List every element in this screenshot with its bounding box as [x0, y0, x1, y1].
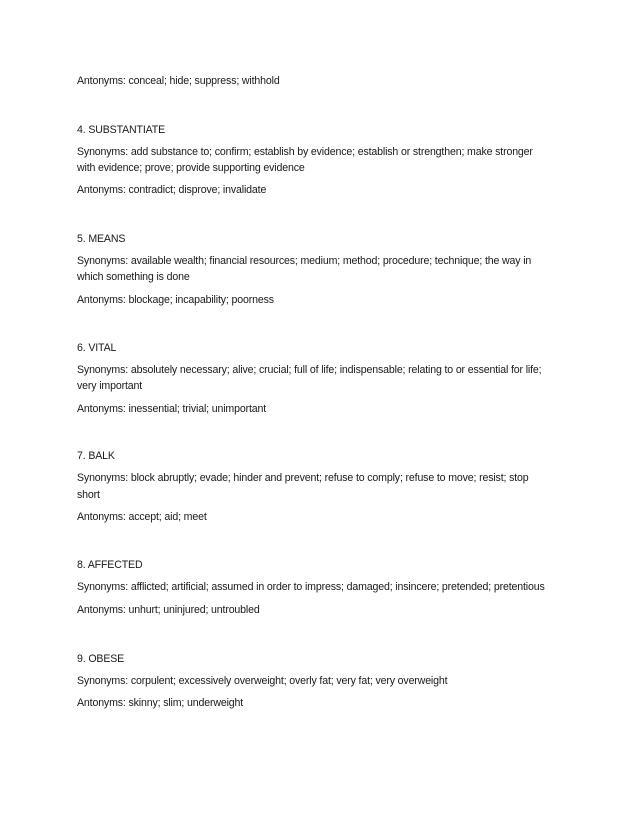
- entry-synonyms: Synonyms: absolutely necessary; alive; crucial; full of life; indispensable; relating to or essential for life;: [77, 364, 542, 376]
- entry-antonyms: Antonyms: blockage; incapability; poorness: [77, 294, 274, 306]
- entry-synonyms: Synonyms: add substance to; confirm; establish by evidence; establish or strengthen; make stronger: [77, 146, 533, 158]
- entry-synonyms: Synonyms: afflicted; artificial; assumed in order to impress; damaged; insincere; pretended; pretentious: [77, 581, 545, 593]
- entry-heading: 9. OBESE: [77, 653, 125, 665]
- entry-heading: 7. BALK: [77, 450, 115, 462]
- entry-antonyms: Antonyms: accept; aid; meet: [77, 511, 207, 523]
- entry-antonyms: Antonyms: skinny; slim; underweight: [77, 697, 244, 709]
- entry-synonyms: Synonyms: corpulent; excessively overweight; overly fat; very fat; very overweight: [77, 675, 448, 687]
- entry-heading: 5. MEANS: [77, 233, 126, 245]
- entry-heading: 6. VITAL: [77, 342, 117, 354]
- entry-synonyms: Synonyms: block abruptly; evade; hinder and prevent; refuse to comply; refuse to move; resist; stop: [77, 472, 529, 484]
- entry-synonyms-continued: very important: [77, 380, 143, 392]
- lead-antonyms: Antonyms: conceal; hide; suppress; withhold: [77, 75, 280, 87]
- entry-synonyms: Synonyms: available wealth; financial resources; medium; method; procedure; technique; the way in: [77, 255, 532, 267]
- entry-antonyms: Antonyms: unhurt; uninjured; untroubled: [77, 604, 260, 616]
- entry-heading: 4. SUBSTANTIATE: [77, 124, 166, 136]
- entry-heading: 8. AFFECTED: [77, 559, 143, 571]
- entry-antonyms: Antonyms: inessential; trivial; unimportant: [77, 403, 267, 415]
- entry-synonyms-continued: short: [77, 489, 100, 501]
- entry-synonyms-continued: which something is done: [77, 271, 190, 283]
- entry-synonyms-continued: with evidence; prove; provide supporting evidence: [77, 162, 305, 174]
- entry-antonyms: Antonyms: contradict; disprove; invalidate: [77, 184, 267, 196]
